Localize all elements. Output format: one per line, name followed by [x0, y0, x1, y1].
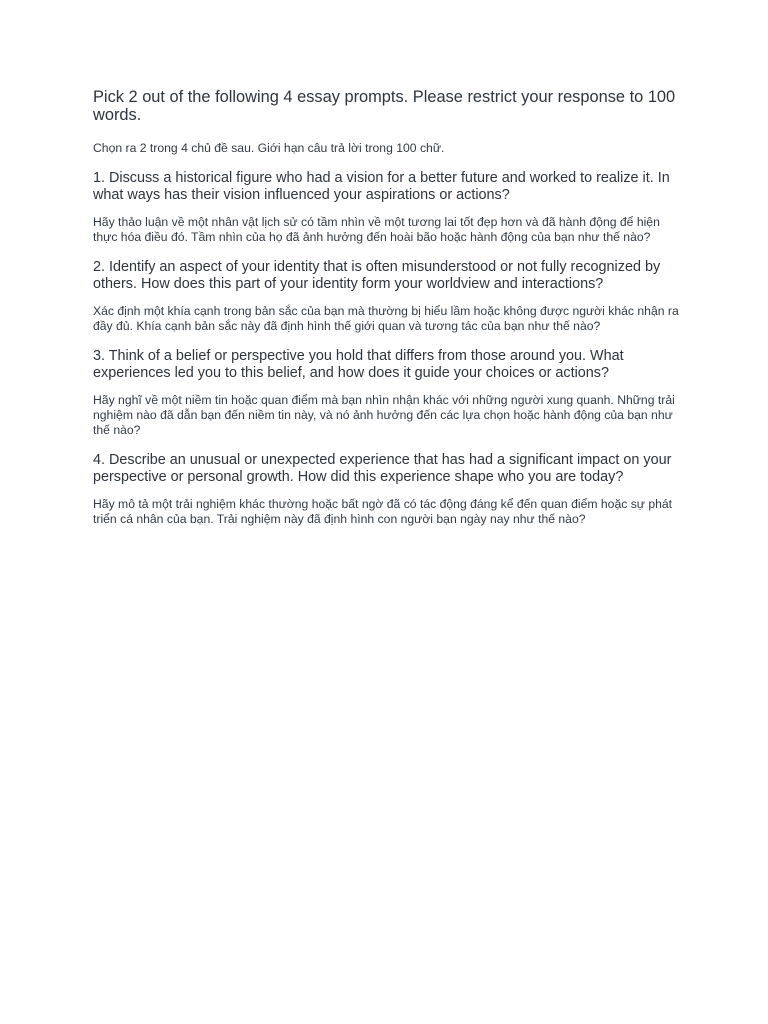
prompt-english: 3. Think of a belief or perspective you hold that differs from those around you. What experiences led you to this belief, and how does it guide your choices or actions? [93, 348, 624, 381]
essay-prompt-1 [93, 170, 683, 245]
essay-prompt-3 [93, 348, 683, 438]
page-title: Pick 2 out of the following 4 essay prompts. Please restrict your response to 100 words. [93, 88, 676, 124]
prompt-vietnamese: Xác định một khía cạnh trong bản sắc của bạn mà thường bị hiểu lầm hoặc không được người khác nhận ra đầy đủ. Khía cạnh bản sắc này đã định hình thế giới quan và tương tác của bạn như thế nào? [93, 304, 679, 333]
prompt-vietnamese: Hãy mô tả một trải nghiệm khác thường hoặc bất ngờ đã có tác động đáng kể đến quan điểm hoặc sự phát triển cá nhân của bạn. Trải nghiệm này đã định hình con người bạn ngày nay như thế nào? [93, 497, 673, 526]
prompt-english: 2. Identify an aspect of your identity that is often misunderstood or not fully recognized by others. How does this part of your identity form your worldview and interactions? [93, 259, 661, 292]
prompt-english: 4. Describe an unusual or unexpected experience that has had a significant impact on your perspective or personal growth. How did this experience shape who you are today? [93, 452, 672, 485]
document-page [93, 88, 683, 527]
prompt-vietnamese: Hãy nghĩ về một niềm tin hoặc quan điểm mà bạn nhìn nhận khác với những người xung quanh. Những trải nghiệm nào đã dẫn bạn đến niềm tin này, và nó ảnh hưởng đến các lựa chọn hoặc hành động của bạn như thế nào? [93, 393, 675, 437]
prompt-vietnamese: Hãy thảo luận về một nhân vật lịch sử có tầm nhìn về một tương lai tốt đẹp hơn và đã hành động để hiện thực hóa điều đó. Tầm nhìn của họ đã ảnh hưởng đến hoài bão hoặc hành động của bạn như thế nào? [93, 215, 660, 244]
prompt-english: 1. Discuss a historical figure who had a vision for a better future and worked to realize it. In what ways has their vision influenced your aspirations or actions? [93, 170, 670, 203]
essay-prompt-2 [93, 259, 683, 334]
intro-vietnamese: Chọn ra 2 trong 4 chủ đề sau. Giới hạn câu trả lời trong 100 chữ. [93, 141, 445, 155]
essay-prompt-4 [93, 452, 683, 527]
